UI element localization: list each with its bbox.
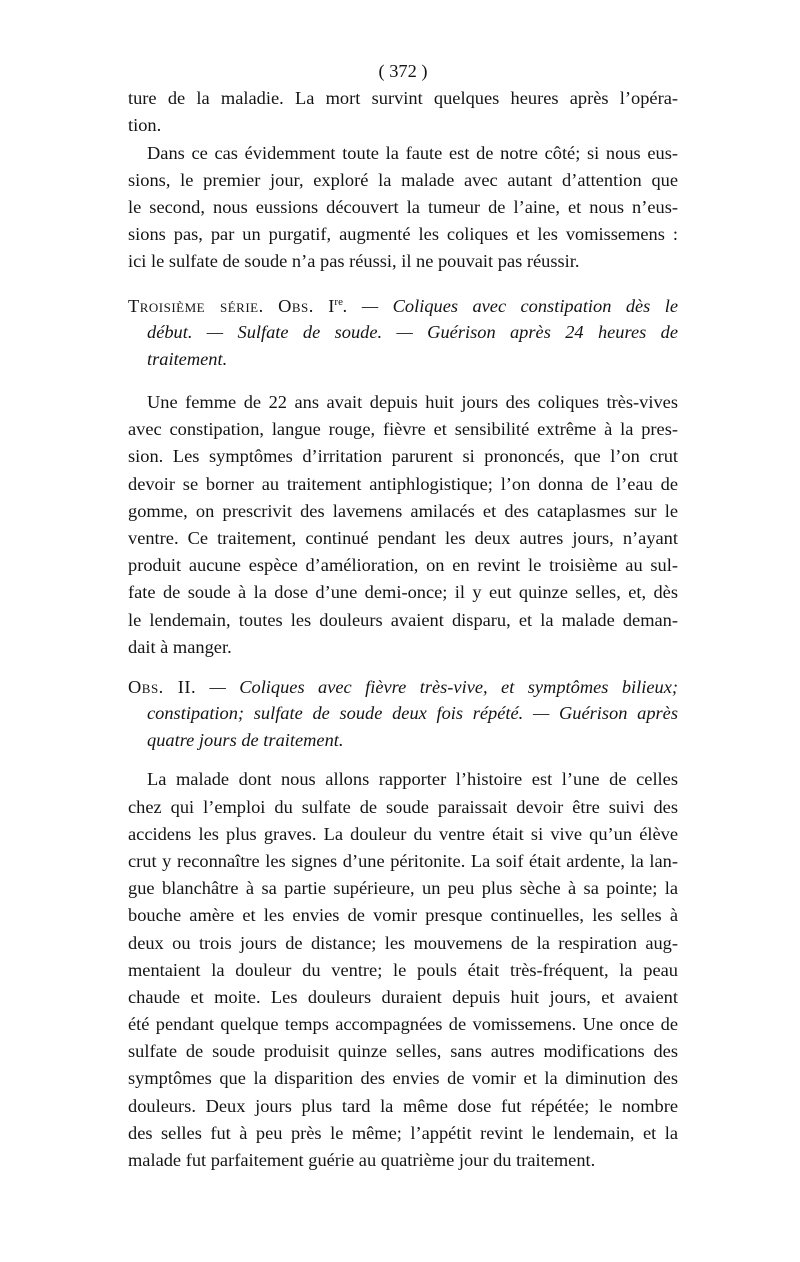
text-line: bouche amère et les envies de vomir presque continuelles, les selles à	[128, 905, 678, 926]
text-line: crut y reconnaître les signes d’une péritonite. La soif était ardente, la lan-	[128, 850, 678, 871]
text-line: mentaient la douleur du ventre; le pouls était très-fréquent, la peau	[128, 959, 678, 980]
page-number: ( 372 )	[378, 61, 428, 81]
text-line: symptômes que la disparition des envies de vomir et la diminution des	[128, 1068, 678, 1089]
text-line: devoir se borner au traitement antiphlogistique; l’on donna de l’eau de	[128, 473, 678, 494]
series-label: Troisième série.	[128, 295, 264, 316]
paragraph-case-commentary	[128, 140, 678, 276]
text-line: deux ou trois jours de distance; les mouvemens de la respiration aug-	[128, 932, 678, 953]
text-line: produit aucune espèce d’amélioration, on en revint le troisième au sul-	[128, 555, 678, 576]
text-line: malade fut parfaitement guérie au quatrième jour du traitement.	[128, 1150, 596, 1170]
heading-line: début. — Sulfate de soude. — Guérison après 24 heures de	[147, 322, 678, 342]
text-line: avec constipation, langue rouge, fièvre et sensibilité extrême à la pres-	[128, 419, 678, 440]
text-line: ventre. Ce traitement, continué pendant les deux autres jours, n’ayant	[128, 527, 678, 548]
text-line: Dans ce cas évidemment toute la faute est de notre côté; si nous eus-	[147, 142, 678, 163]
text-line: sions, le premier jour, exploré la malade avec autant d’attention que	[128, 169, 678, 190]
text-line: été pendant quelque temps accompagnées de vomissemens. Une once de	[128, 1014, 678, 1035]
heading-line: traitement.	[147, 348, 228, 369]
text-line: ture de la maladie. La mort survint quelques heures après l’opéra-	[128, 88, 678, 109]
text-line: gomme, on prescrivit des lavemens amilacés et des cataplasmes sur le	[128, 500, 678, 521]
text-line: tion.	[128, 115, 162, 136]
observation-heading-2	[128, 674, 678, 754]
paragraph-observation-2	[128, 766, 678, 1174]
text-line: sulfate de soude produisit quinze selles, sans autres modifications des	[128, 1041, 678, 1062]
obs-label: Obs. II.	[128, 676, 197, 697]
text-line: le second, nous eussions découvert la tumeur de l’aine, et nous n’eus-	[128, 196, 678, 217]
text-line: chez qui l’emploi du sulfate de soude paraissait devoir être suivi des	[128, 796, 678, 817]
paragraph-continuation	[128, 85, 678, 139]
text-line: des selles fut à peu près le même; l’appétit revint le lendemain, et la	[128, 1122, 678, 1143]
text-line: accidens les plus graves. La douleur du ventre était si vive qu’un élève	[128, 823, 678, 844]
book-page	[128, 58, 678, 1174]
paragraph-observation-1	[128, 389, 678, 661]
text-line: chaude et moite. Les douleurs duraient depuis huit jours, et avaient	[128, 986, 678, 1007]
text-line: Une femme de 22 ans avait depuis huit jours des coliques très-vives	[147, 392, 678, 412]
text-line: le lendemain, toutes les douleurs avaient disparu, et la malade deman-	[128, 609, 678, 630]
text-line: ici le sulfate de soude n’a pas réussi, il ne pouvait pas réussir.	[128, 251, 580, 272]
text-line: dait à manger.	[128, 636, 232, 657]
text-line: douleurs. Deux jours plus tard la même dose fut répétée; le nombre	[128, 1095, 678, 1116]
heading-line	[128, 293, 678, 320]
heading-title-part: — Coliques avec fièvre très-vive, et symptômes bilieux;	[209, 676, 678, 697]
obs-number: I	[328, 295, 335, 316]
obs-superscript: re	[334, 295, 343, 308]
observation-heading-1	[128, 293, 678, 373]
heading-line: constipation; sulfate de soude deux fois répété. — Guérison après	[147, 703, 678, 724]
text-line: sion. Les symptômes d’irritation parurent si prononcés, que l’on crut	[128, 446, 678, 467]
heading-line	[128, 674, 678, 701]
text-line: La malade dont nous allons rapporter l’histoire est l’une de celles	[147, 769, 678, 790]
heading-line: quatre jours de traitement.	[147, 729, 344, 750]
text-line: fate de soude à la dose d’une demi-once; il y eut quinze selles, et, dès	[128, 582, 678, 603]
text-line: sions pas, par un purgatif, augmenté les coliques et les vomissemens :	[128, 224, 678, 245]
obs-label: Obs.	[278, 295, 314, 316]
heading-title-part: . — Coliques avec constipation dès le	[342, 295, 678, 316]
text-line: gue blanchâtre à sa partie supérieure, un peu plus sèche à sa pointe; la	[128, 878, 678, 899]
